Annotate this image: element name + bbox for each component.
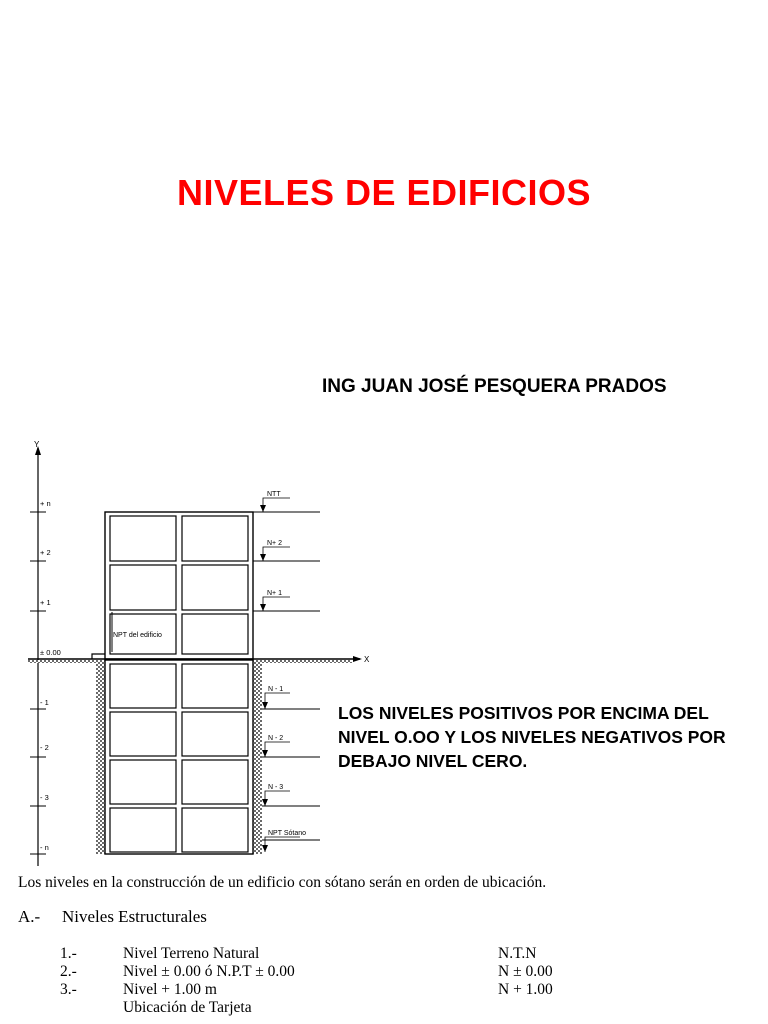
level-label: N - 1 [268,686,284,693]
entrance-step [92,654,105,659]
x-axis-label: X [364,655,370,664]
basement-wall-right [253,660,262,854]
tick-label: - 3 [40,793,49,802]
list-item [60,981,760,999]
list-item [60,945,760,963]
building-levels-diagram [0,432,370,868]
item-abbreviation: N ± 0.00 [498,963,553,980]
basement [105,660,253,854]
section-title: Niveles Estructurales [62,907,207,926]
item-description: Nivel + 1.00 m [123,981,217,998]
tick-label: - 2 [40,743,49,752]
tick-label: - n [40,843,49,852]
level-label: N+ 1 [267,590,282,597]
list-item [60,999,760,1017]
entrance-label: NPT del edificio [113,632,162,639]
level-label: N - 3 [268,784,284,791]
level-label: N+ 2 [267,540,282,547]
section-letter: A.- [18,907,41,926]
item-number: 3.- [60,981,77,998]
note-line: DEBAJO NIVEL CERO. [338,751,528,771]
item-number: 2.- [60,963,77,980]
caption: Los niveles en la construcción de un edificio con sótano serán en orden de ubicación. [18,874,547,891]
item-description: Ubicación de Tarjeta [123,999,252,1016]
tick-label: + n [40,499,51,508]
list-item [60,963,760,981]
level-label: NTT [267,491,281,498]
item-abbreviation: N.T.N [498,945,537,962]
item-abbreviation: N + 1.00 [498,981,553,998]
level-label: N - 2 [268,735,284,742]
page-title: NIVELES DE EDIFICIOS [176,172,592,213]
section-heading [18,907,207,927]
levels-list [60,945,760,1017]
tick-label: + 2 [40,548,51,557]
note-line: LOS NIVELES POSITIVOS POR ENCIMA DEL [338,703,709,723]
y-axis-label: Y [34,440,40,449]
item-description: Nivel ± 0.00 ó N.P.T ± 0.00 [123,963,295,980]
x-axis-arrow [353,656,362,662]
tick-label: - 1 [40,698,49,707]
basement-wall-left [96,660,105,854]
author-name: ING JUAN JOSÉ PESQUERA PRADOS [322,376,667,397]
tick-label: + 1 [40,598,51,607]
ground-hatch-right [262,660,352,663]
item-number: 1.- [60,945,77,962]
tick-label: ± 0.00 [40,648,61,657]
ground-hatch [28,660,98,663]
item-description: Nivel Terreno Natural [123,945,260,962]
level-label: NPT Sótano [268,830,307,837]
note-line: NIVEL O.OO Y LOS NIVELES NEGATIVOS POR [338,727,726,747]
levels-note [338,701,766,773]
